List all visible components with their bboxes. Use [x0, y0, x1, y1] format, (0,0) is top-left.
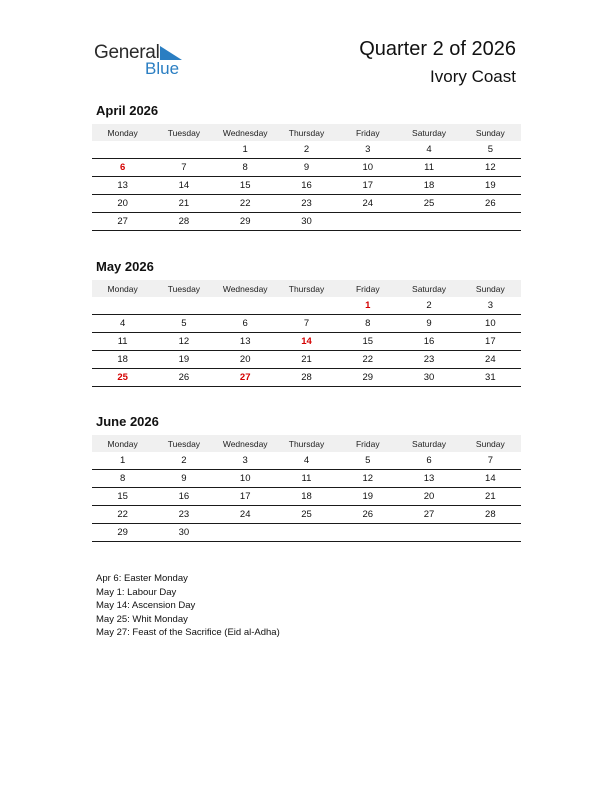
logo-word-general: General	[94, 42, 160, 63]
day-cell: 13	[215, 333, 276, 351]
month-june	[92, 414, 521, 542]
day-cell: 31	[460, 369, 521, 387]
day-cell: 2	[276, 141, 337, 159]
weekday-header: Thursday	[276, 435, 337, 452]
day-cell: 25	[92, 369, 153, 387]
day-cell: 4	[276, 452, 337, 470]
day-cell: 16	[398, 333, 459, 351]
day-cell: 22	[92, 506, 153, 524]
day-cell: 26	[153, 369, 214, 387]
day-cell: 15	[92, 488, 153, 506]
day-cell: 28	[460, 506, 521, 524]
weekday-header: Tuesday	[153, 124, 214, 141]
day-cell: 4	[398, 141, 459, 159]
day-cell: 30	[398, 369, 459, 387]
holiday-note: May 27: Feast of the Sacrifice (Eid al-Adha)	[96, 627, 280, 639]
day-cell: 26	[460, 195, 521, 213]
day-cell: 9	[276, 159, 337, 177]
weekday-header: Monday	[92, 124, 153, 141]
day-cell: 24	[215, 506, 276, 524]
day-cell: 11	[92, 333, 153, 351]
weekday-header: Friday	[337, 124, 398, 141]
week-row	[92, 488, 521, 506]
month-title: May 2026	[96, 259, 154, 274]
generalblue-logo	[94, 40, 194, 80]
empty-cell	[398, 213, 459, 231]
weekday-header: Monday	[92, 435, 153, 452]
day-cell: 21	[460, 488, 521, 506]
holiday-note: Apr 6: Easter Monday	[96, 573, 188, 584]
week-row	[92, 213, 521, 231]
day-cell: 14	[276, 333, 337, 351]
day-cell: 14	[153, 177, 214, 195]
day-cell: 27	[92, 213, 153, 231]
weekday-header: Monday	[92, 280, 153, 297]
day-cell: 17	[460, 333, 521, 351]
weekday-header: Thursday	[276, 124, 337, 141]
empty-cell	[92, 141, 153, 159]
day-cell: 30	[153, 524, 214, 542]
day-cell: 12	[460, 159, 521, 177]
weekday-header: Sunday	[460, 435, 521, 452]
day-cell: 4	[92, 315, 153, 333]
day-cell: 25	[276, 506, 337, 524]
day-cell: 16	[153, 488, 214, 506]
empty-cell	[215, 297, 276, 315]
month-title: April 2026	[96, 103, 159, 118]
day-cell: 1	[337, 297, 398, 315]
day-cell: 19	[337, 488, 398, 506]
day-cell: 23	[398, 351, 459, 369]
page-title: Quarter 2 of 2026	[359, 38, 516, 60]
weekday-header: Saturday	[398, 124, 459, 141]
month-may	[92, 259, 521, 387]
holiday-notes	[96, 572, 280, 640]
day-cell: 19	[460, 177, 521, 195]
calendar-grid	[92, 435, 521, 542]
day-cell: 28	[276, 369, 337, 387]
day-cell: 27	[398, 506, 459, 524]
day-cell: 23	[276, 195, 337, 213]
day-cell: 3	[337, 141, 398, 159]
day-cell: 12	[153, 333, 214, 351]
day-cell: 9	[398, 315, 459, 333]
empty-cell	[92, 297, 153, 315]
day-cell: 8	[92, 470, 153, 488]
holiday-note: May 1: Labour Day	[96, 586, 177, 598]
empty-cell	[460, 213, 521, 231]
day-cell: 7	[153, 159, 214, 177]
day-cell: 7	[460, 452, 521, 470]
calendar-grid	[92, 124, 521, 231]
day-cell: 17	[215, 488, 276, 506]
day-cell: 18	[92, 351, 153, 369]
logo-word-blue: Blue	[145, 59, 180, 78]
day-cell: 3	[215, 452, 276, 470]
day-cell: 20	[398, 488, 459, 506]
day-cell: 23	[153, 506, 214, 524]
empty-cell	[276, 297, 337, 315]
week-row	[92, 506, 521, 524]
day-cell: 28	[153, 213, 214, 231]
day-cell: 21	[276, 351, 337, 369]
weekday-header: Thursday	[276, 280, 337, 297]
day-cell: 6	[215, 315, 276, 333]
logo-triangle-icon	[160, 46, 182, 60]
day-cell: 2	[398, 297, 459, 315]
day-cell: 18	[276, 488, 337, 506]
week-row	[92, 333, 521, 351]
day-cell: 2	[153, 452, 214, 470]
day-cell: 1	[92, 452, 153, 470]
day-cell: 9	[153, 470, 214, 488]
day-cell: 22	[215, 195, 276, 213]
holiday-note: May 14: Ascension Day	[96, 600, 196, 612]
day-cell: 5	[460, 141, 521, 159]
weekday-header: Friday	[337, 280, 398, 297]
month-april	[92, 103, 521, 231]
week-row	[92, 159, 521, 177]
day-cell: 15	[337, 333, 398, 351]
day-cell: 11	[276, 470, 337, 488]
week-row	[92, 315, 521, 333]
week-row	[92, 177, 521, 195]
day-cell: 29	[215, 213, 276, 231]
weekday-header: Sunday	[460, 280, 521, 297]
day-cell: 7	[276, 315, 337, 333]
day-cell: 10	[460, 315, 521, 333]
day-cell: 20	[215, 351, 276, 369]
day-cell: 6	[92, 159, 153, 177]
day-cell: 1	[215, 141, 276, 159]
country-name: Ivory Coast	[430, 67, 516, 86]
day-cell: 19	[153, 351, 214, 369]
week-row	[92, 141, 521, 159]
day-cell: 5	[153, 315, 214, 333]
day-cell: 14	[460, 470, 521, 488]
day-cell: 8	[337, 315, 398, 333]
day-cell: 30	[276, 213, 337, 231]
day-cell: 8	[215, 159, 276, 177]
weekday-header: Saturday	[398, 435, 459, 452]
empty-cell	[153, 297, 214, 315]
day-cell: 5	[337, 452, 398, 470]
day-cell: 11	[398, 159, 459, 177]
weekday-header: Wednesday	[215, 280, 276, 297]
week-row	[92, 297, 521, 315]
empty-cell	[398, 524, 459, 542]
day-cell: 20	[92, 195, 153, 213]
empty-cell	[153, 141, 214, 159]
weekday-header: Sunday	[460, 124, 521, 141]
day-cell: 25	[398, 195, 459, 213]
day-cell: 21	[153, 195, 214, 213]
day-cell: 10	[337, 159, 398, 177]
empty-cell	[276, 524, 337, 542]
week-row	[92, 470, 521, 488]
day-cell: 15	[215, 177, 276, 195]
weekday-header: Saturday	[398, 280, 459, 297]
day-cell: 13	[398, 470, 459, 488]
week-row	[92, 351, 521, 369]
day-cell: 24	[337, 195, 398, 213]
month-title: June 2026	[96, 414, 159, 429]
holiday-note: May 25: Whit Monday	[96, 613, 188, 625]
weekday-header: Tuesday	[153, 280, 214, 297]
day-cell: 16	[276, 177, 337, 195]
week-row	[92, 452, 521, 470]
day-cell: 6	[398, 452, 459, 470]
week-row	[92, 369, 521, 387]
empty-cell	[337, 213, 398, 231]
day-cell: 27	[215, 369, 276, 387]
calendar-grid	[92, 280, 521, 387]
weekday-header: Tuesday	[153, 435, 214, 452]
weekday-header: Wednesday	[215, 435, 276, 452]
day-cell: 26	[337, 506, 398, 524]
day-cell: 17	[337, 177, 398, 195]
day-cell: 10	[215, 470, 276, 488]
day-cell: 22	[337, 351, 398, 369]
empty-cell	[215, 524, 276, 542]
weekday-header: Wednesday	[215, 124, 276, 141]
day-cell: 13	[92, 177, 153, 195]
day-cell: 18	[398, 177, 459, 195]
weekday-header: Friday	[337, 435, 398, 452]
empty-cell	[337, 524, 398, 542]
day-cell: 3	[460, 297, 521, 315]
day-cell: 12	[337, 470, 398, 488]
day-cell: 29	[92, 524, 153, 542]
week-row	[92, 195, 521, 213]
week-row	[92, 524, 521, 542]
empty-cell	[460, 524, 521, 542]
day-cell: 24	[460, 351, 521, 369]
day-cell: 29	[337, 369, 398, 387]
